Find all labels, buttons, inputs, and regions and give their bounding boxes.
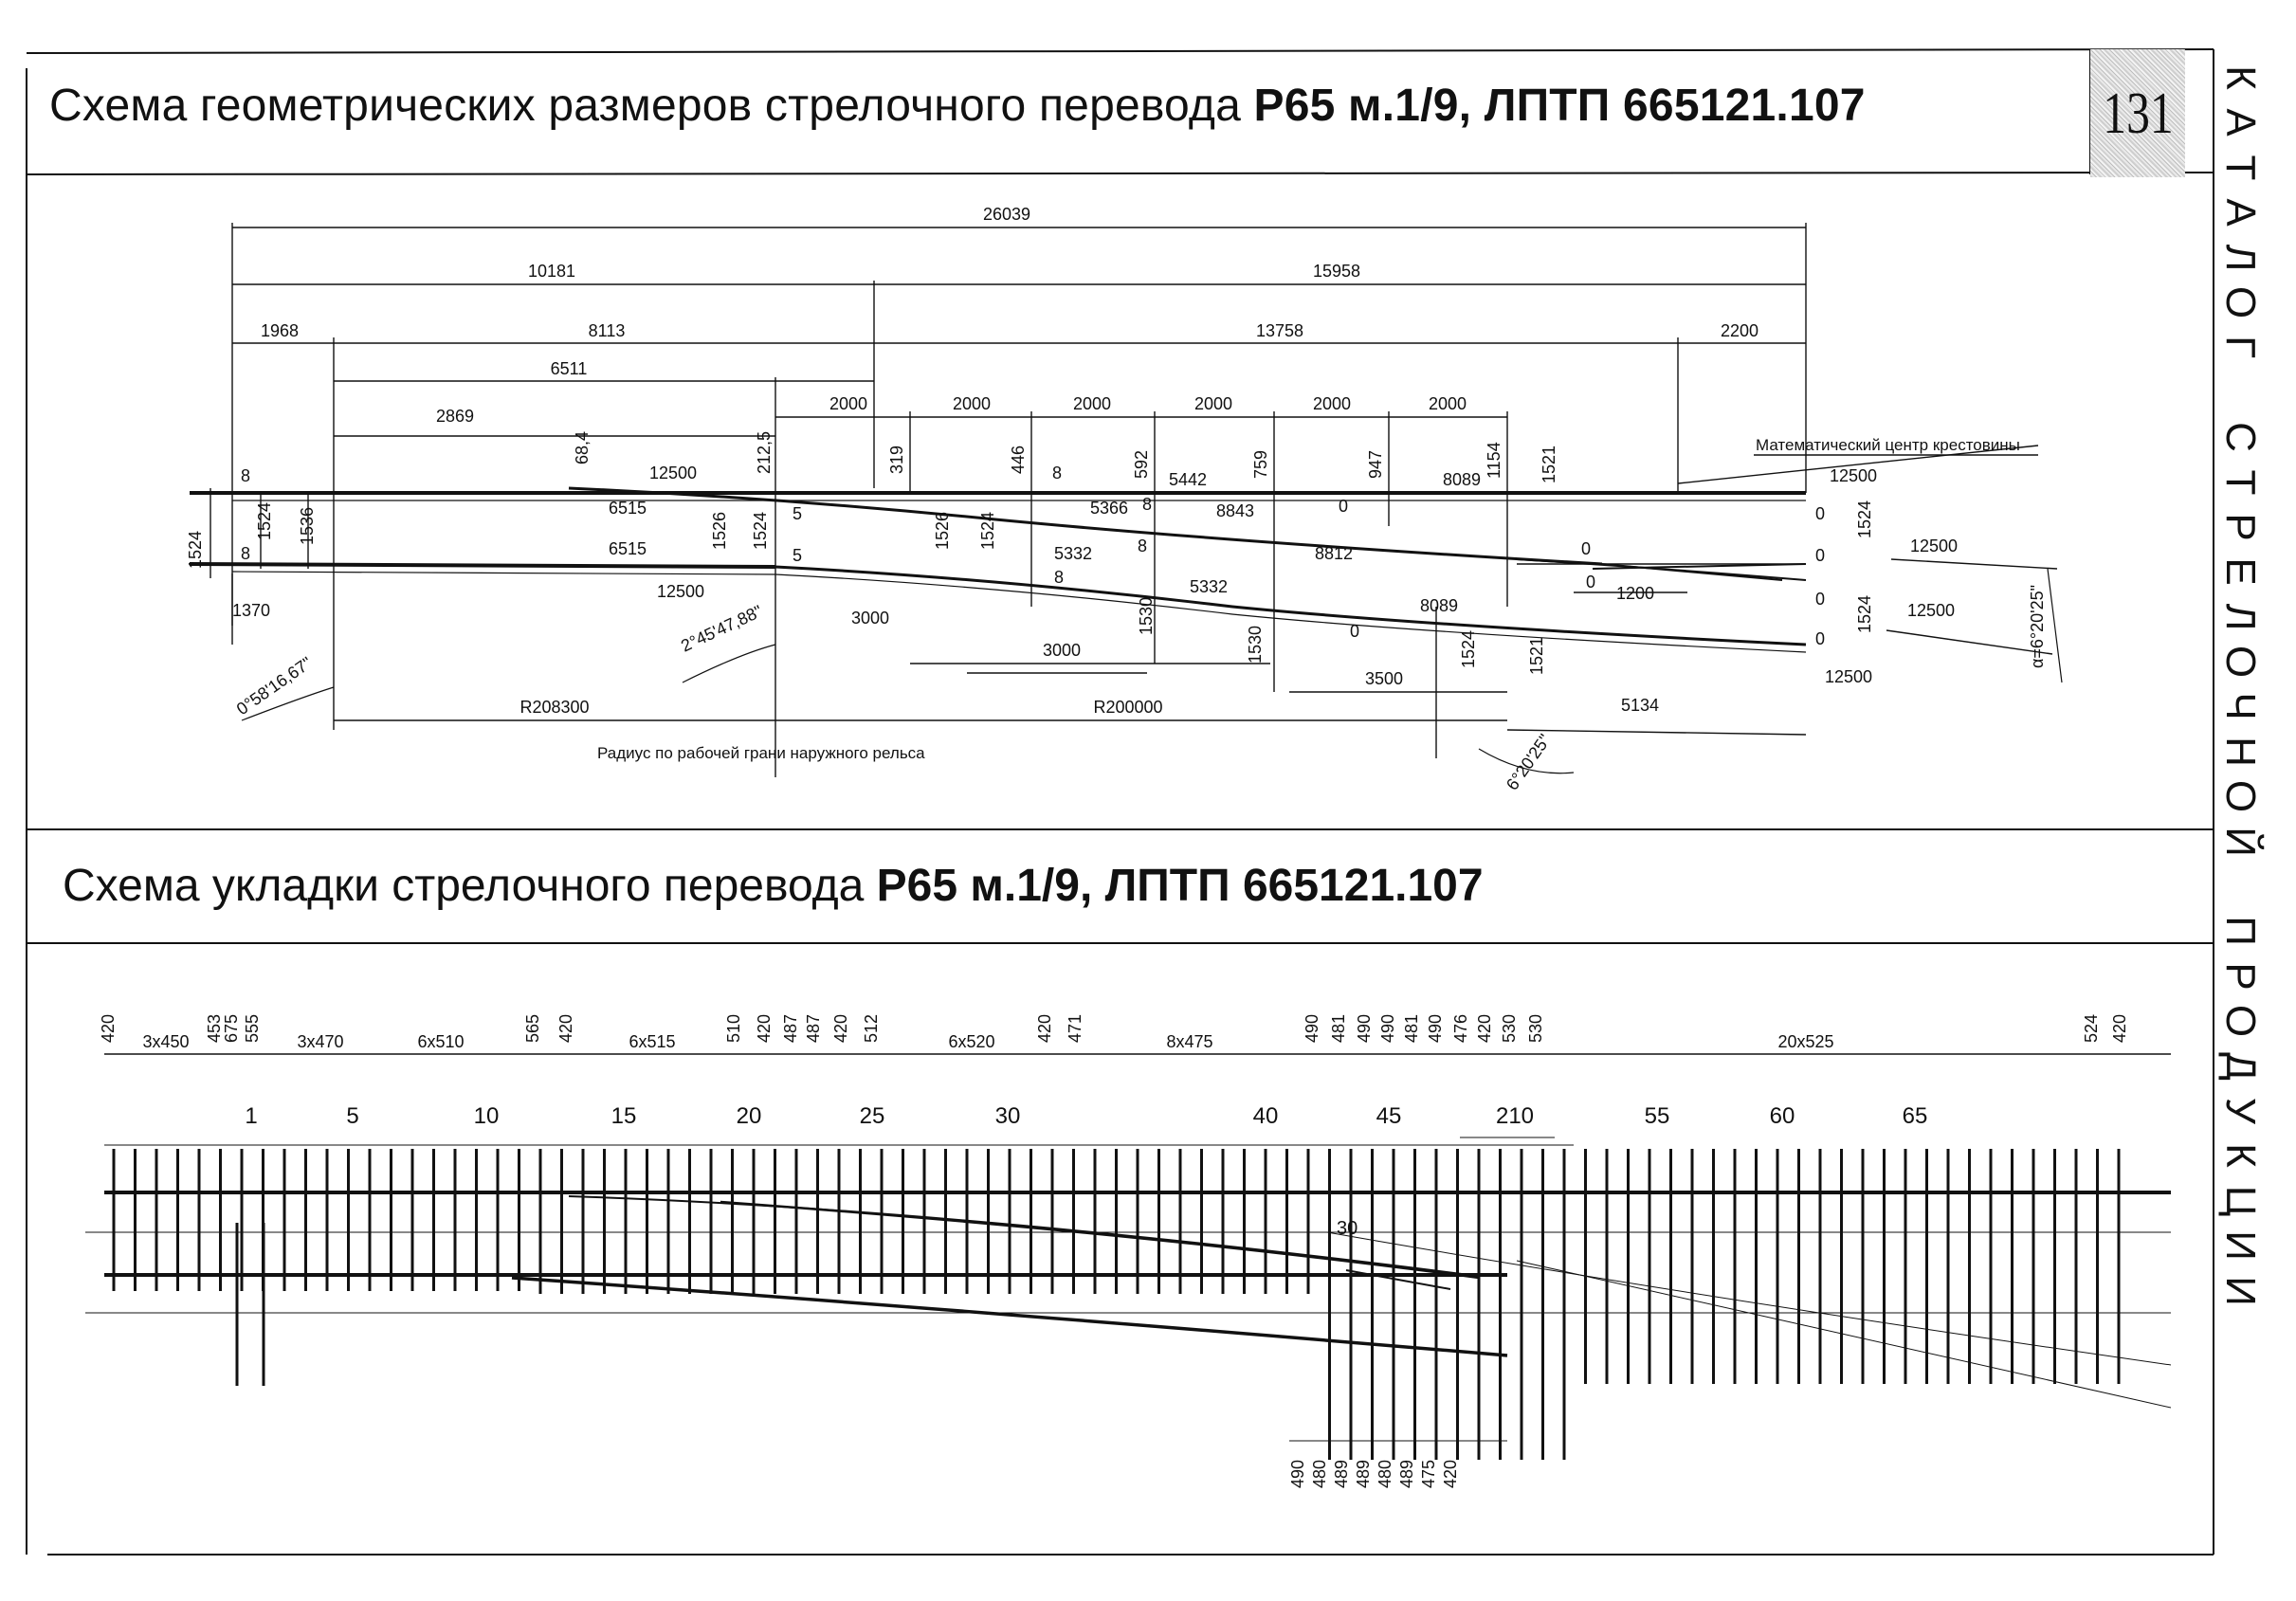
layout-top-dim: 490 (1303, 1013, 1321, 1043)
side-caption-letter: Г (2217, 336, 2264, 359)
rail-8: 5442 (1168, 470, 1208, 489)
layout-title (63, 858, 1484, 915)
dim-seg-f: 2869 (435, 407, 475, 426)
layout-top-dim: 490 (1426, 1013, 1445, 1043)
side-caption-letter: Е (2217, 557, 2264, 586)
layout-bottom-dim: 489 (1354, 1459, 1373, 1488)
layout-top-dim: 490 (1355, 1013, 1374, 1043)
layout-top-dim: 3x470 (297, 1032, 344, 1051)
side-caption-letter: А (2217, 198, 2264, 227)
gauge-14: 1521 (1527, 636, 1546, 675)
lower-dim-3: 3500 (1364, 669, 1404, 688)
layout-sleeper-number: 40 (1252, 1103, 1279, 1129)
dim-seg-c: 13758 (1255, 321, 1304, 340)
offset-5: 592 (1132, 449, 1151, 479)
layout-top-dim: 530 (1526, 1013, 1545, 1043)
gauge-5: 1526 (710, 511, 729, 550)
dim-front-part: 10181 (527, 262, 576, 281)
angle-1: 0°58'16,67" (232, 653, 316, 719)
side-caption-letter: Д (2217, 1051, 2264, 1081)
gauge-1: 1524 (186, 530, 205, 569)
rail-11: 8089 (1442, 470, 1482, 489)
side-caption-letter: О (2217, 645, 2264, 679)
side-caption-letter (2219, 865, 2261, 907)
layout-top-dim: 420 (1475, 1013, 1494, 1043)
dim-spacing-6: 2000 (1428, 394, 1467, 413)
gauge-11: 1530 (1137, 596, 1156, 635)
side-caption-letter: О (2217, 1005, 2264, 1038)
side-caption-letter: И (2217, 1230, 2264, 1261)
layout-top-dim: 471 (1066, 1013, 1084, 1043)
geometry-title (49, 78, 1866, 135)
layout-top-dim: 512 (862, 1013, 881, 1043)
layout-top-dim: 481 (1329, 1013, 1348, 1043)
geometry-title-regular: Схема геометрических размеров стрелочного перевода (49, 81, 1254, 131)
layout-sleeper-number: 60 (1769, 1103, 1795, 1129)
dim-seg-b: 8113 (588, 321, 626, 340)
mark-14: 0 (1815, 546, 1826, 565)
geometry-title-bold: Р65 м.1/9, ЛПТП 665121.107 (1253, 81, 1866, 131)
rail-13: 1200 (1615, 584, 1655, 603)
mark-13: 0 (1815, 504, 1826, 523)
layout-bottom-dim: 480 (1376, 1459, 1394, 1488)
side-caption-letter: И (2217, 1275, 2264, 1306)
layout-top-dim: 487 (781, 1013, 800, 1043)
layout-bottom-dim: 489 (1397, 1459, 1416, 1488)
lower-dim-4: 5134 (1620, 696, 1660, 715)
rail-1: 12500 (648, 464, 698, 482)
angle-2: 2°45'47,88" (678, 601, 766, 656)
mark-3: 5 (793, 504, 803, 523)
side-caption-letter: Н (2217, 736, 2264, 767)
rail-2: 6515 (608, 499, 647, 518)
layout-top-dim: 555 (243, 1013, 262, 1043)
layout-top-dim: 476 (1451, 1013, 1470, 1043)
mark-7: 8 (1138, 537, 1148, 555)
gauge-2: 1524 (255, 501, 274, 540)
layout-top-dim: 565 (523, 1013, 542, 1043)
layout-top-dim: 487 (804, 1013, 823, 1043)
side-caption-letter: У (2217, 1098, 2264, 1124)
mark-15: 0 (1815, 590, 1826, 609)
layout-top-dim: 8x475 (1166, 1032, 1213, 1051)
rail-16: 12500 (1906, 601, 1956, 620)
layout-sleeper-number: 45 (1376, 1103, 1402, 1129)
layout-top-dim: 675 (222, 1013, 241, 1043)
layout-sleeper-number: 210 (1495, 1103, 1535, 1129)
offset-7: 947 (1366, 449, 1385, 479)
layout-top-dim: 420 (755, 1013, 774, 1043)
offset-8: 1154 (1485, 442, 1503, 479)
mark-5: 8 (1052, 464, 1063, 482)
offset-6: 759 (1251, 449, 1270, 479)
mark-1: 8 (241, 466, 251, 485)
mark-2: 8 (241, 544, 251, 563)
layout-top-dim: 490 (1378, 1013, 1397, 1043)
mark-6: 8 (1142, 495, 1153, 514)
layout-top-dim: 3x450 (142, 1032, 190, 1051)
radius-2: R200000 (1093, 698, 1163, 717)
layout-top-dim: 20x525 (1777, 1032, 1834, 1051)
dim-spacing-1: 2000 (829, 394, 868, 413)
rail-7: 5332 (1189, 577, 1229, 596)
mark-8: 8 (1054, 568, 1065, 587)
layout-bottom-dim: 489 (1332, 1459, 1351, 1488)
angle-3: 6°20'25" (1502, 730, 1555, 794)
side-caption-letter: Т (2217, 469, 2264, 495)
rail-10: 8812 (1314, 544, 1354, 563)
dim-spacing-5: 2000 (1312, 394, 1352, 413)
layout-top-dim: 453 (205, 1013, 224, 1043)
rail-5: 5366 (1089, 499, 1129, 518)
rail-3: 6515 (608, 539, 647, 558)
side-caption-letter: С (2217, 422, 2264, 453)
lower-dim-1: 3000 (850, 609, 890, 628)
side-caption (2197, 57, 2283, 1306)
side-caption-letter: П (2217, 916, 2264, 947)
radius-1: R208300 (519, 698, 590, 717)
layout-top-dim: 524 (2082, 1013, 2101, 1043)
layout-top-dim: 510 (724, 1013, 743, 1043)
layout-top-dim: 6x515 (629, 1032, 676, 1051)
mark-4: 5 (793, 546, 803, 565)
rail-14: 12500 (1829, 466, 1878, 485)
side-caption-letter: Р (2217, 962, 2264, 991)
dim-spacing-2: 2000 (952, 394, 992, 413)
layout-top-dim: 420 (2110, 1013, 2129, 1043)
layout-sleeper-number: 20 (736, 1103, 762, 1129)
layout-sleeper-number: 55 (1644, 1103, 1670, 1129)
side-caption-letter: О (2217, 780, 2264, 813)
offset-9: 1521 (1540, 445, 1558, 483)
layout-sleeper-number: 25 (859, 1103, 885, 1129)
gauge-13: 1524 (1459, 629, 1478, 668)
sleepers (114, 1149, 2119, 1460)
side-caption-letter (2219, 372, 2261, 413)
rail-9: 8843 (1215, 501, 1255, 520)
gauge-6: 1524 (751, 511, 770, 550)
layout-diagram (85, 1054, 2171, 1441)
layout-top-dim: 420 (556, 1013, 575, 1043)
cross-note: Математический центр крестовины (1756, 436, 2020, 454)
layout-sleeper-number: 65 (1902, 1103, 1928, 1129)
side-caption-letter: Р (2217, 513, 2264, 541)
mark-30: 30 (1337, 1218, 1358, 1239)
dim-seg-d: 2200 (1720, 321, 1759, 340)
layout-sleeper-number: 1 (245, 1103, 258, 1129)
rail-15: 12500 (1909, 537, 1959, 555)
side-caption-letter: К (2217, 1143, 2264, 1169)
dim-seg-e: 6511 (550, 359, 588, 378)
layout-bottom-dim: 420 (1441, 1459, 1460, 1488)
layout-sleeper-number: 5 (346, 1103, 359, 1129)
offset-3: 319 (887, 445, 906, 474)
rail-12: 8089 (1419, 596, 1459, 615)
angle-4: α=6°20'25" (2028, 585, 2047, 668)
layout-title-bold: Р65 м.1/9, ЛПТП 665121.107 (876, 861, 1484, 911)
layout-top-dim: 420 (831, 1013, 850, 1043)
dim-spacing-4: 2000 (1194, 394, 1233, 413)
page-number: 131 (2102, 81, 2174, 146)
layout-top-dim: 420 (1035, 1013, 1054, 1043)
side-caption-letter: Т (2217, 155, 2264, 181)
rail-4: 12500 (656, 582, 705, 601)
layout-top-dim: 420 (99, 1013, 118, 1043)
geometry-labels (186, 205, 2047, 793)
dim-seg-a: 1968 (260, 321, 300, 340)
layout-top-dim: 6x520 (948, 1032, 995, 1051)
offset-1: 68,4 (573, 430, 592, 464)
dim-spacing-3: 2000 (1072, 394, 1112, 413)
rail-17: 12500 (1824, 667, 1873, 686)
gauge-4: 1370 (231, 601, 271, 620)
gauge-3: 1536 (298, 506, 317, 545)
layout-sleeper-number: 30 (994, 1103, 1021, 1129)
side-caption-letter: А (2217, 108, 2264, 137)
rail-6: 5332 (1053, 544, 1093, 563)
side-caption-letter: О (2217, 285, 2264, 319)
side-caption-letter: Ч (2217, 692, 2264, 721)
layout-bottom-dim: 475 (1419, 1459, 1438, 1488)
gauge-12: 1530 (1246, 625, 1265, 664)
lower-dim-2: 3000 (1042, 641, 1082, 660)
offset-4: 446 (1009, 445, 1028, 474)
side-caption-letter: Л (2217, 603, 2264, 631)
offset-2: 212,5 (755, 430, 774, 474)
mark-10: 0 (1581, 539, 1592, 558)
layout-bottom-dim: 480 (1310, 1459, 1329, 1488)
side-caption-letter: К (2217, 65, 2264, 90)
gauge-8: 1524 (978, 511, 997, 550)
layout-top-dim: 481 (1402, 1013, 1421, 1043)
gauge-7: 1526 (933, 511, 952, 550)
layout-sleeper-number: 10 (473, 1103, 500, 1129)
layout-top-dim: 530 (1500, 1013, 1519, 1043)
layout-title-regular: Схема укладки стрелочного перевода (63, 861, 877, 911)
gauge-10: 1524 (1855, 594, 1874, 633)
dim-rear-part: 15958 (1312, 262, 1361, 281)
side-caption-letter: Л (2217, 244, 2264, 271)
layout-top-dim: 6x510 (417, 1032, 465, 1051)
dim-overall: 26039 (982, 205, 1031, 224)
layout-sleeper-number: 15 (610, 1103, 637, 1129)
mark-9: 0 (1339, 497, 1349, 516)
side-caption-letter: Ц (2217, 1185, 2264, 1217)
mark-16: 0 (1815, 629, 1826, 648)
mark-12: 0 (1350, 622, 1360, 641)
page-number-badge (2090, 49, 2185, 177)
layout-labels (99, 1014, 2129, 1488)
gauge-9: 1524 (1855, 500, 1874, 538)
mark-11: 0 (1586, 573, 1596, 591)
layout-bottom-dim: 490 (1288, 1459, 1307, 1488)
radius-note: Радиус по рабочей грани наружного рельса (597, 744, 925, 762)
side-caption-letter: Й (2217, 826, 2264, 857)
